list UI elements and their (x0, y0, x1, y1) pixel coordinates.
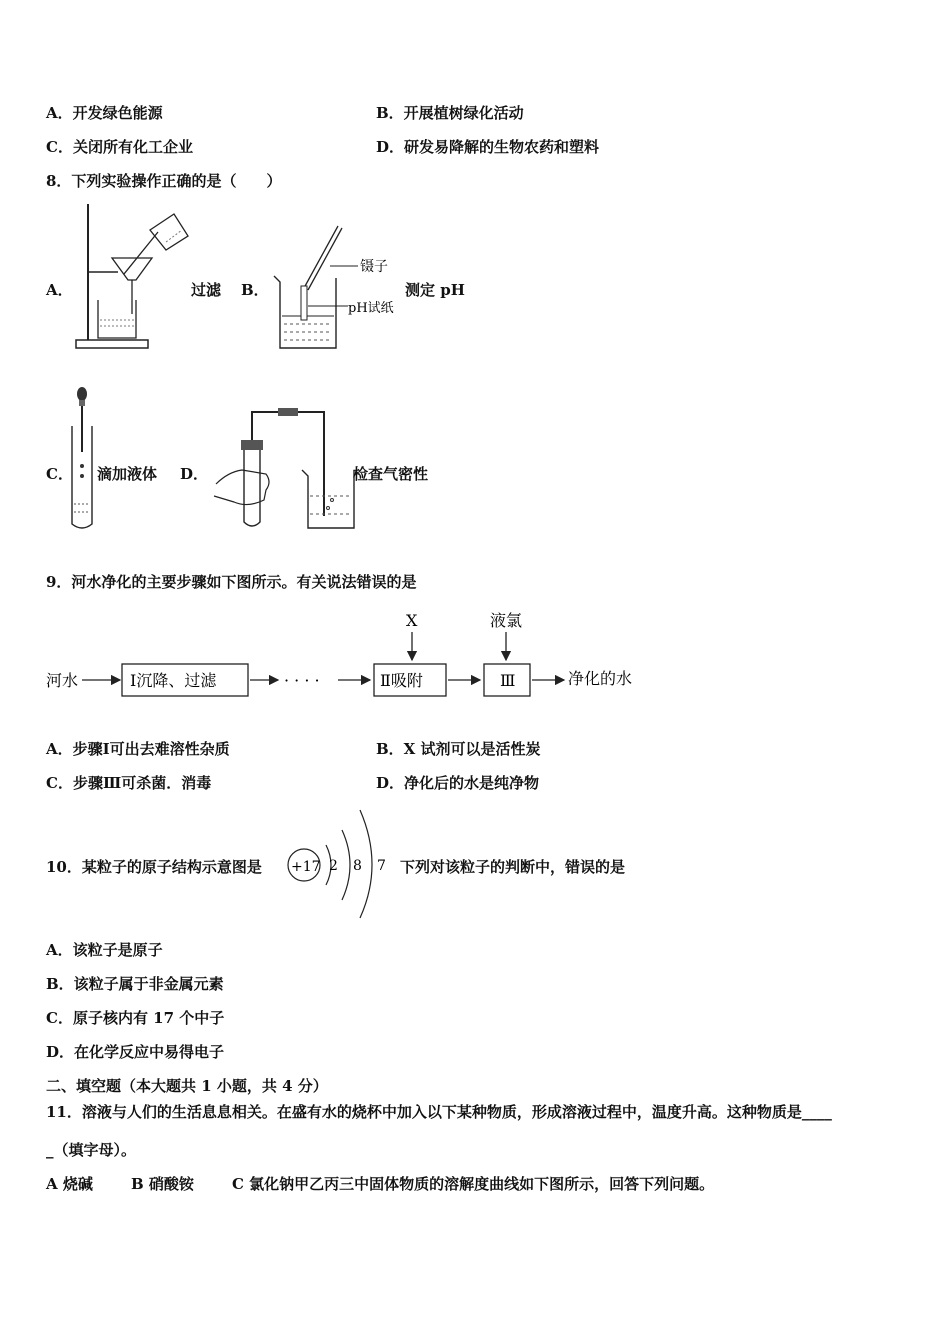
q7-option-c: C．关闭所有化工企业 (46, 138, 193, 156)
q9-option-a: A．步骤Ⅰ可出去难溶性杂质 (46, 740, 230, 758)
q8-option-c-letter: C． (46, 465, 73, 483)
q8-option-d-letter: D． (180, 465, 209, 483)
q11-option-a: A 烧碱 (46, 1175, 93, 1193)
flow-chlorine: 液氯 (490, 611, 523, 630)
q10-option-a: A．该粒子是原子 (46, 941, 163, 959)
q8-option-d-caption: 检查气密性 (353, 465, 429, 483)
q9-option-d: D．净化后的水是纯净物 (376, 774, 540, 792)
q9-option-c: C．步骤Ⅲ可杀菌．消毒 (46, 774, 212, 792)
nucleus-charge: +17 (291, 859, 321, 875)
ph-paper-label: pH试纸 (348, 301, 394, 316)
flow-step1-label: Ⅰ沉降、过滤 (130, 671, 217, 690)
q8-option-c-caption: 滴加液体 (97, 465, 158, 483)
q10-option-b: B．该粒子属于非金属元素 (46, 975, 224, 993)
q10-option-c: C．原子核内有 17 个中子 (46, 1009, 225, 1027)
shell-1-electrons: 2 (329, 858, 338, 874)
flow-x-reagent: X (406, 611, 418, 630)
q10-stem-pre: 10．某粒子的原子结构示意图是 (46, 858, 262, 876)
q11-stem-line1: 11．溶液与人们的生活息息相关。在盛有水的烧杯中加入以下某种物质，形成溶液过程中，温度升高。这种物质是____ (46, 1103, 832, 1121)
q8-option-b-caption: 测定 pH (405, 281, 465, 299)
q8-option-a-caption: 过滤 (191, 281, 222, 299)
q11-option-c: C 氯化钠甲乙丙三中固体物质的溶解度曲线如下图所示，回答下列问题。 (232, 1175, 715, 1193)
q11-option-b: B 硝酸铵 (131, 1175, 194, 1193)
flow-step2-label: Ⅱ吸附 (380, 671, 423, 690)
q7-option-d: D．研发易降解的生物农药和塑料 (376, 138, 600, 156)
ph-test-figure (268, 216, 404, 354)
q9-option-b: B．X 试剂可以是活性炭 (376, 740, 541, 758)
dropper-figure (66, 386, 98, 532)
tweezers-label: 镊子 (360, 259, 388, 275)
q10-option-d: D．在化学反应中易得电子 (46, 1043, 225, 1061)
shell-3-electrons: 7 (377, 858, 386, 874)
shell-2-electrons: 8 (353, 858, 362, 874)
flow-river-water: 河水 (46, 671, 79, 690)
filtration-figure (70, 202, 190, 352)
q9-stem: 9．河水净化的主要步骤如下图所示。有关说法错误的是 (46, 573, 417, 591)
atomic-structure-diagram (284, 808, 394, 920)
q7-option-b: B．开展植树绿化活动 (376, 104, 524, 122)
q11-stem-line2: _（填字母）。 (46, 1141, 137, 1159)
flow-output: 净化的水 (568, 669, 633, 688)
flow-step3-label: Ⅲ (500, 671, 516, 690)
q8-stem: 8．下列实验操作正确的是（ ） (46, 172, 282, 190)
water-purification-flowchart (44, 606, 664, 702)
q7-option-a: A．开发绿色能源 (46, 104, 163, 122)
section-2-heading: 二、填空题（本大题共 1 小题，共 4 分） (46, 1077, 328, 1095)
q10-stem-post: 下列对该粒子的判断中，错误的是 (400, 858, 626, 876)
q8-option-b-letter: B． (241, 281, 269, 299)
airtightness-figure (208, 404, 356, 532)
q8-option-a-letter: A． (46, 281, 73, 299)
flow-dots: · · · · (284, 671, 320, 690)
